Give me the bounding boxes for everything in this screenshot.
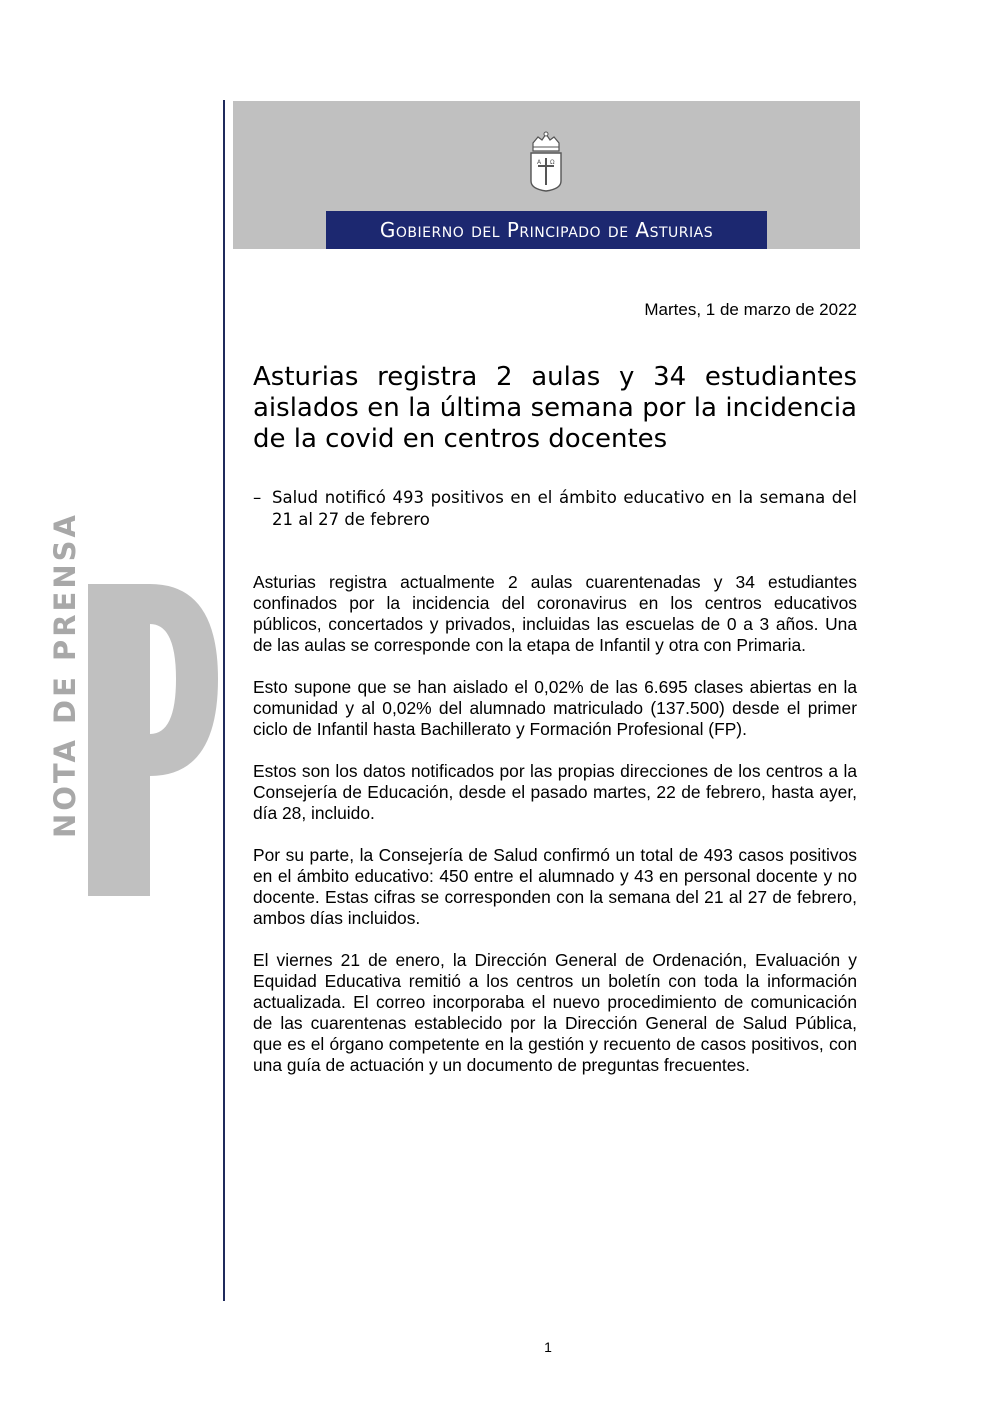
- paragraph: Por su parte, la Consejería de Salud confirmó un total de 493 casos positivos en el ámbito educativo: 450 entre el alumnado y 43 en personal docente y no docente. Estas cifras se corresponden con la semana del 21 al 27 de febrero, ambos días incluidos.: [253, 845, 857, 928]
- svg-text:Ω: Ω: [550, 159, 555, 166]
- svg-text:A: A: [537, 159, 542, 166]
- margin-rule: [223, 100, 225, 1301]
- paragraph: Esto supone que se han aislado el 0,02% de las 6.695 clases abiertas en la comunidad y al 0,02% del alumnado matriculado (137.500) desde el primer ciclo de Infantil hasta Bachillerato y Formación Profesional (FP).: [253, 677, 857, 739]
- paragraph: Estos son los datos notificados por las propias direcciones de los centros a la Consejería de Educación, desde el pasado martes, 22 de febrero, hasta ayer, día 28, incluido.: [253, 761, 857, 823]
- headline: Asturias registra 2 aulas y 34 estudiantes aislados en la última semana por la incidencia de la covid en centros docentes: [253, 362, 857, 454]
- government-name-bar: [326, 211, 767, 249]
- paragraph: Asturias registra actualmente 2 aulas cuarentenadas y 34 estudiantes confinados por la incidencia del coronavirus en los centros educativos públicos, concertados y privados, incluidas las escuelas de 0 a 3 años. Una de las aulas se corresponde con la etapa de Infantil y otra con Primaria.: [253, 572, 857, 655]
- subheadline-text: Salud notificó 493 positivos en el ámbito educativo en la semana del 21 al 27 de febrero: [272, 488, 857, 529]
- asturias-crest-icon: [528, 131, 564, 193]
- article-body: [253, 572, 857, 1097]
- publication-date: Martes, 1 de marzo de 2022: [644, 300, 857, 319]
- big-p-logo: [88, 584, 218, 896]
- government-name: Gobierno del Principado de Asturias: [379, 218, 714, 242]
- subheadline-bullet: –: [253, 488, 262, 507]
- subheadline: [253, 487, 857, 531]
- page-number: 1: [544, 1339, 552, 1355]
- paragraph: El viernes 21 de enero, la Dirección General de Ordenación, Evaluación y Equidad Educativa remitió a los centros un boletín con toda la información actualizada. El correo incorporaba el nuevo procedimiento de comunicación de las cuarentenas establecido por la Dirección General de Salud Pública, que es el órgano competente en la gestión y recuento de casos positivos, con una guía de actuación y un documento de preguntas frecuentes.: [253, 950, 857, 1075]
- press-release-label: NOTA DE PRENSA: [48, 512, 82, 838]
